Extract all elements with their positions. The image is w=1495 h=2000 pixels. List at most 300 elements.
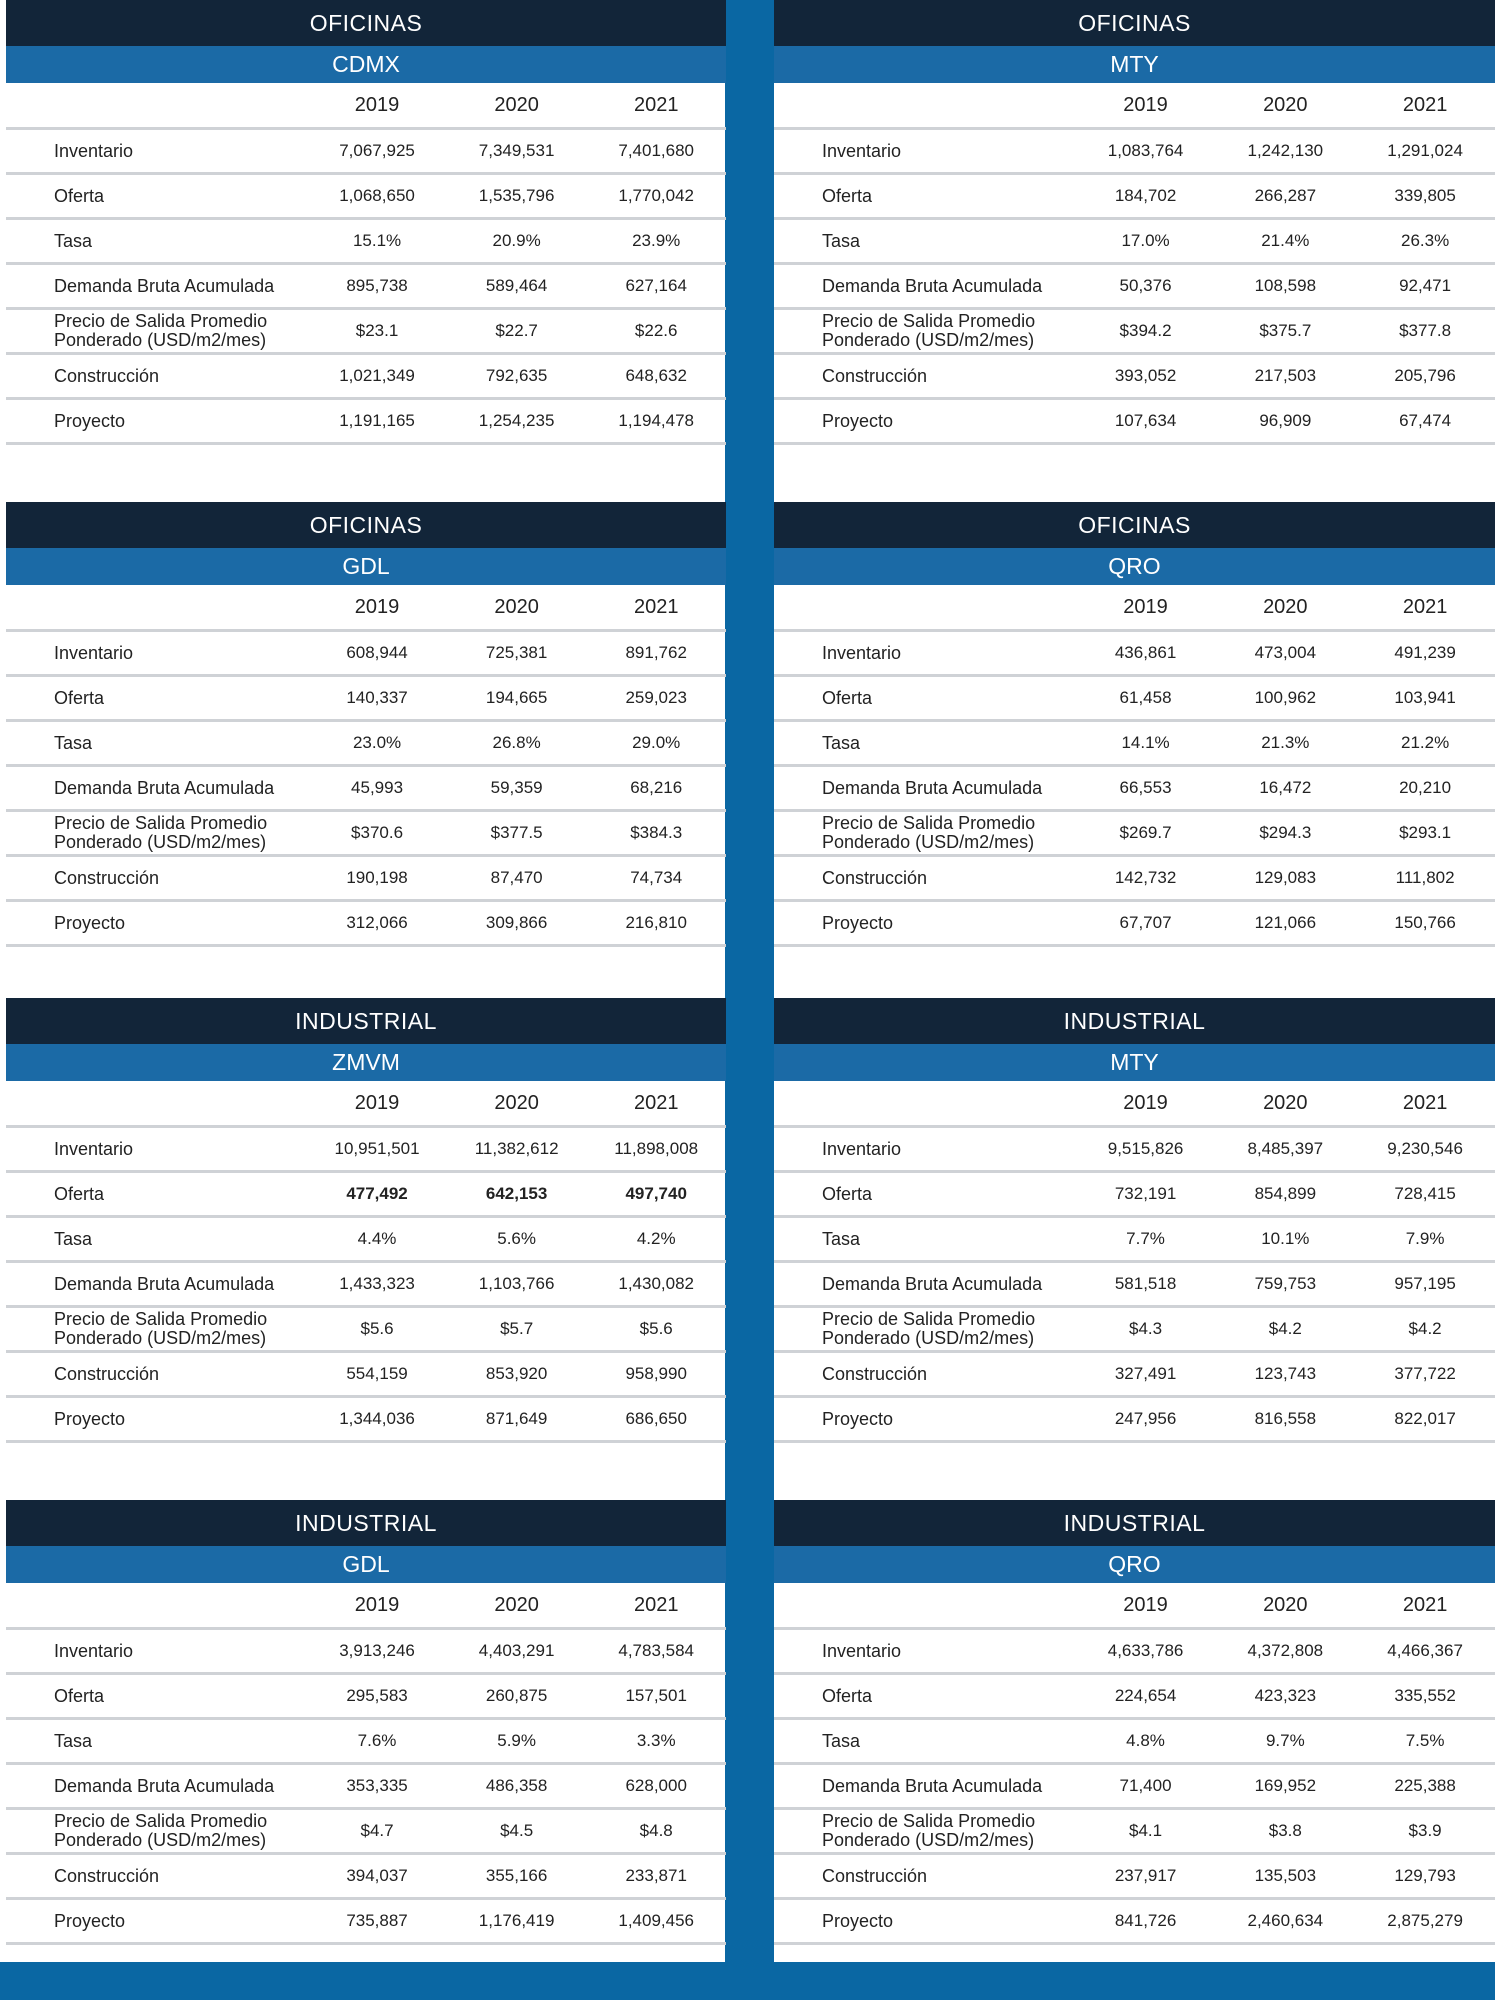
cell-2020: 10.1%	[1215, 1217, 1355, 1262]
cell-2021: 29.0%	[586, 721, 726, 766]
row-tasa	[6, 1217, 726, 1262]
cell-2020: 100,962	[1215, 676, 1355, 721]
cell-2021: 1,430,082	[586, 1262, 726, 1307]
row-construccion	[6, 1352, 726, 1397]
cell-2020: 854,899	[1215, 1172, 1355, 1217]
row-label: Construcción	[774, 1854, 1076, 1899]
cell-2020: $377.5	[447, 811, 587, 856]
cell-2021: 648,632	[586, 354, 726, 399]
cell-2021: 627,164	[586, 264, 726, 309]
header-blank	[6, 1583, 307, 1629]
row-label: Demanda Bruta Acumulada	[6, 766, 307, 811]
row-demanda	[774, 1764, 1495, 1809]
row-construccion	[774, 354, 1495, 399]
cell-2021: 216,810	[586, 901, 726, 946]
cell-2019: 66,553	[1076, 766, 1216, 811]
header-2020: 2020	[447, 1081, 587, 1127]
cell-2020: 8,485,397	[1215, 1127, 1355, 1172]
row-label-line2: Ponderado (USD/m2/mes)	[822, 832, 1035, 852]
cell-2020: $4.5	[447, 1809, 587, 1854]
cell-2021: $293.1	[1355, 811, 1495, 856]
row-label-line2: Ponderado (USD/m2/mes)	[822, 1328, 1035, 1348]
cell-2019: 393,052	[1076, 354, 1216, 399]
center-divider	[725, 0, 774, 2000]
row-label: Proyecto	[774, 1397, 1076, 1442]
cell-2021: 822,017	[1355, 1397, 1495, 1442]
cell-2019: 224,654	[1076, 1674, 1216, 1719]
row-oferta	[774, 1172, 1495, 1217]
cell-2019: 71,400	[1076, 1764, 1216, 1809]
cell-2020: 59,359	[447, 766, 587, 811]
row-label: Oferta	[774, 174, 1076, 219]
row-oferta	[6, 676, 726, 721]
cell-2019: 394,037	[307, 1854, 447, 1899]
market-panel-oficinas-mty	[774, 0, 1495, 445]
cell-2020: 792,635	[447, 354, 587, 399]
row-inventario	[6, 129, 726, 174]
header-blank	[774, 1081, 1076, 1127]
row-demanda	[6, 264, 726, 309]
cell-2021: 497,740	[586, 1172, 726, 1217]
header-row	[6, 585, 726, 631]
cell-2021: $4.8	[586, 1809, 726, 1854]
cell-2019: 554,159	[307, 1352, 447, 1397]
cell-2019: 1,433,323	[307, 1262, 447, 1307]
market-panel-industrial-mty	[774, 998, 1495, 1443]
market-table	[6, 1081, 726, 1443]
cell-2020: 135,503	[1215, 1854, 1355, 1899]
row-construccion	[774, 1352, 1495, 1397]
header-2019: 2019	[1076, 83, 1216, 129]
row-label: Construcción	[6, 1352, 307, 1397]
cell-2021: 233,871	[586, 1854, 726, 1899]
cell-2020: 1,535,796	[447, 174, 587, 219]
cell-2020: 21.4%	[1215, 219, 1355, 264]
row-label	[774, 811, 1076, 856]
cell-2020: 11,382,612	[447, 1127, 587, 1172]
cell-2020: 20.9%	[447, 219, 587, 264]
header-2021: 2021	[1355, 585, 1495, 631]
cell-2021: 9,230,546	[1355, 1127, 1495, 1172]
row-tasa	[6, 1719, 726, 1764]
cell-2019: 7.6%	[307, 1719, 447, 1764]
row-label: Inventario	[774, 631, 1076, 676]
header-blank	[6, 83, 307, 129]
row-label: Proyecto	[774, 1899, 1076, 1944]
cell-2020: 759,753	[1215, 1262, 1355, 1307]
footer-bar	[0, 1962, 1495, 2000]
panel-title: INDUSTRIAL	[774, 1500, 1495, 1546]
cell-2021: 21.2%	[1355, 721, 1495, 766]
row-label: Tasa	[6, 219, 307, 264]
cell-2020: $3.8	[1215, 1809, 1355, 1854]
cell-2021: 728,415	[1355, 1172, 1495, 1217]
cell-2021: 103,941	[1355, 676, 1495, 721]
panel-subtitle: MTY	[774, 46, 1495, 83]
cell-2019: 312,066	[307, 901, 447, 946]
cell-2019: 50,376	[1076, 264, 1216, 309]
header-2021: 2021	[1355, 1583, 1495, 1629]
cell-2021: 157,501	[586, 1674, 726, 1719]
row-demanda	[6, 1764, 726, 1809]
row-label: Inventario	[774, 1629, 1076, 1674]
cell-2021: 7,401,680	[586, 129, 726, 174]
cell-2021: 11,898,008	[586, 1127, 726, 1172]
row-construccion	[6, 856, 726, 901]
cell-2020: 423,323	[1215, 1674, 1355, 1719]
row-label: Demanda Bruta Acumulada	[774, 1262, 1076, 1307]
cell-2020: 21.3%	[1215, 721, 1355, 766]
row-construccion	[774, 856, 1495, 901]
cell-2019: $4.7	[307, 1809, 447, 1854]
cell-2019: 841,726	[1076, 1899, 1216, 1944]
cell-2021: 377,722	[1355, 1352, 1495, 1397]
row-oferta	[6, 1674, 726, 1719]
cell-2020: 217,503	[1215, 354, 1355, 399]
cell-2020: 9.7%	[1215, 1719, 1355, 1764]
cell-2020: 26.8%	[447, 721, 587, 766]
header-2021: 2021	[586, 83, 726, 129]
header-2020: 2020	[1215, 585, 1355, 631]
cell-2019: 7,067,925	[307, 129, 447, 174]
row-label: Inventario	[774, 1127, 1076, 1172]
cell-2019: 4.8%	[1076, 1719, 1216, 1764]
cell-2021: 26.3%	[1355, 219, 1495, 264]
cell-2021: 4,466,367	[1355, 1629, 1495, 1674]
cell-2019: 581,518	[1076, 1262, 1216, 1307]
cell-2021: 7.9%	[1355, 1217, 1495, 1262]
panel-title: OFICINAS	[6, 0, 726, 46]
row-oferta	[774, 174, 1495, 219]
panel-title: INDUSTRIAL	[774, 998, 1495, 1044]
header-2021: 2021	[1355, 83, 1495, 129]
cell-2020: 853,920	[447, 1352, 587, 1397]
cell-2021: $377.8	[1355, 309, 1495, 354]
row-tasa	[774, 1719, 1495, 1764]
cell-2020: 486,358	[447, 1764, 587, 1809]
cell-2021: 1,194,478	[586, 399, 726, 444]
cell-2019: 7.7%	[1076, 1217, 1216, 1262]
cell-2019: 107,634	[1076, 399, 1216, 444]
cell-2019: 45,993	[307, 766, 447, 811]
row-tasa	[6, 219, 726, 264]
row-demanda	[6, 766, 726, 811]
cell-2021: $384.3	[586, 811, 726, 856]
row-label: Oferta	[774, 1674, 1076, 1719]
row-precio	[6, 1809, 726, 1854]
row-label-line2: Ponderado (USD/m2/mes)	[54, 1328, 267, 1348]
row-label	[6, 1307, 307, 1352]
header-2020: 2020	[447, 1583, 587, 1629]
row-label: Tasa	[6, 721, 307, 766]
header-2020: 2020	[447, 83, 587, 129]
row-demanda	[6, 1262, 726, 1307]
cell-2020: 1,176,419	[447, 1899, 587, 1944]
row-label: Construcción	[774, 1352, 1076, 1397]
panel-subtitle: CDMX	[6, 46, 726, 83]
cell-2020: 266,287	[1215, 174, 1355, 219]
market-panel-oficinas-cdmx	[6, 0, 726, 445]
row-label-line1: Precio de Salida Promedio	[54, 1811, 268, 1831]
cell-2019: 295,583	[307, 1674, 447, 1719]
row-label-line1: Precio de Salida Promedio	[822, 311, 1036, 331]
cell-2020: 123,743	[1215, 1352, 1355, 1397]
row-label: Tasa	[6, 1719, 307, 1764]
cell-2021: 2,875,279	[1355, 1899, 1495, 1944]
cell-2021: 111,802	[1355, 856, 1495, 901]
cell-2021: 23.9%	[586, 219, 726, 264]
row-label: Construcción	[774, 856, 1076, 901]
panel-title: INDUSTRIAL	[6, 998, 726, 1044]
cell-2021: 957,195	[1355, 1262, 1495, 1307]
market-table	[774, 585, 1495, 947]
row-inventario	[774, 1629, 1495, 1674]
header-2019: 2019	[1076, 585, 1216, 631]
cell-2019: $269.7	[1076, 811, 1216, 856]
row-demanda	[774, 264, 1495, 309]
market-panel-industrial-zmvm	[6, 998, 726, 1443]
row-label: Oferta	[6, 174, 307, 219]
row-oferta	[6, 1172, 726, 1217]
row-proyecto	[774, 1397, 1495, 1442]
market-table	[774, 1081, 1495, 1443]
header-blank	[6, 585, 307, 631]
cell-2021: 4,783,584	[586, 1629, 726, 1674]
cell-2019: 247,956	[1076, 1397, 1216, 1442]
cell-2019: 1,344,036	[307, 1397, 447, 1442]
cell-2021: 74,734	[586, 856, 726, 901]
row-label: Tasa	[774, 1217, 1076, 1262]
row-inventario	[6, 1127, 726, 1172]
row-label: Construcción	[774, 354, 1076, 399]
cell-2019: 1,083,764	[1076, 129, 1216, 174]
row-label: Oferta	[6, 1172, 307, 1217]
cell-2019: 735,887	[307, 1899, 447, 1944]
row-proyecto	[774, 901, 1495, 946]
cell-2019: 4.4%	[307, 1217, 447, 1262]
row-label-line2: Ponderado (USD/m2/mes)	[54, 832, 267, 852]
row-label	[774, 309, 1076, 354]
row-precio	[774, 309, 1495, 354]
cell-2021: 339,805	[1355, 174, 1495, 219]
cell-2019: $4.3	[1076, 1307, 1216, 1352]
row-label: Proyecto	[6, 1397, 307, 1442]
header-row	[6, 1081, 726, 1127]
cell-2019: $370.6	[307, 811, 447, 856]
cell-2019: 477,492	[307, 1172, 447, 1217]
row-tasa	[6, 721, 726, 766]
row-label: Demanda Bruta Acumulada	[774, 766, 1076, 811]
cell-2020: 355,166	[447, 1854, 587, 1899]
cell-2019: 61,458	[1076, 676, 1216, 721]
cell-2020: $22.7	[447, 309, 587, 354]
panel-title: OFICINAS	[6, 502, 726, 548]
header-2021: 2021	[1355, 1081, 1495, 1127]
row-construccion	[774, 1854, 1495, 1899]
cell-2020: 96,909	[1215, 399, 1355, 444]
cell-2020: 7,349,531	[447, 129, 587, 174]
row-label: Tasa	[774, 219, 1076, 264]
header-2020: 2020	[1215, 1081, 1355, 1127]
cell-2020: 309,866	[447, 901, 587, 946]
header-2019: 2019	[1076, 1081, 1216, 1127]
row-inventario	[774, 631, 1495, 676]
row-proyecto	[6, 399, 726, 444]
cell-2019: 353,335	[307, 1764, 447, 1809]
cell-2021: 129,793	[1355, 1854, 1495, 1899]
row-oferta	[6, 174, 726, 219]
row-precio	[774, 1809, 1495, 1854]
cell-2019: 327,491	[1076, 1352, 1216, 1397]
cell-2019: 3,913,246	[307, 1629, 447, 1674]
cell-2021: 891,762	[586, 631, 726, 676]
row-label: Construcción	[6, 1854, 307, 1899]
cell-2021: 1,291,024	[1355, 129, 1495, 174]
row-label	[6, 309, 307, 354]
row-tasa	[774, 219, 1495, 264]
cell-2021: 686,650	[586, 1397, 726, 1442]
row-label: Proyecto	[6, 901, 307, 946]
row-label: Construcción	[6, 856, 307, 901]
row-inventario	[6, 631, 726, 676]
row-label: Inventario	[774, 129, 1076, 174]
row-label: Demanda Bruta Acumulada	[6, 1764, 307, 1809]
cell-2019: $23.1	[307, 309, 447, 354]
market-panel-industrial-gdl	[6, 1500, 726, 1945]
row-proyecto	[6, 1397, 726, 1442]
row-inventario	[774, 129, 1495, 174]
cell-2020: 16,472	[1215, 766, 1355, 811]
cell-2019: 23.0%	[307, 721, 447, 766]
market-panel-oficinas-qro	[774, 502, 1495, 947]
cell-2019: 895,738	[307, 264, 447, 309]
header-blank	[774, 83, 1076, 129]
row-label-line2: Ponderado (USD/m2/mes)	[822, 330, 1035, 350]
panel-subtitle: GDL	[6, 548, 726, 585]
header-2021: 2021	[586, 1583, 726, 1629]
panel-title: OFICINAS	[774, 502, 1495, 548]
row-oferta	[774, 1674, 1495, 1719]
header-blank	[774, 585, 1076, 631]
row-label: Proyecto	[774, 399, 1076, 444]
cell-2020: 5.9%	[447, 1719, 587, 1764]
cell-2021: 1,770,042	[586, 174, 726, 219]
row-label: Oferta	[774, 676, 1076, 721]
header-2021: 2021	[586, 1081, 726, 1127]
cell-2019: $394.2	[1076, 309, 1216, 354]
cell-2020: 1,254,235	[447, 399, 587, 444]
panel-subtitle: QRO	[774, 1546, 1495, 1583]
cell-2019: 140,337	[307, 676, 447, 721]
header-row	[774, 585, 1495, 631]
row-demanda	[774, 1262, 1495, 1307]
row-label-line1: Precio de Salida Promedio	[822, 1309, 1036, 1329]
row-label-line1: Precio de Salida Promedio	[822, 1811, 1036, 1831]
cell-2019: 1,191,165	[307, 399, 447, 444]
cell-2020: 260,875	[447, 1674, 587, 1719]
cell-2020: 473,004	[1215, 631, 1355, 676]
row-label: Demanda Bruta Acumulada	[6, 1262, 307, 1307]
cell-2020: 816,558	[1215, 1397, 1355, 1442]
cell-2019: $4.1	[1076, 1809, 1216, 1854]
header-blank	[6, 1081, 307, 1127]
header-2020: 2020	[1215, 83, 1355, 129]
row-label	[6, 1809, 307, 1854]
header-2019: 2019	[307, 585, 447, 631]
cell-2019: 732,191	[1076, 1172, 1216, 1217]
cell-2020: 87,470	[447, 856, 587, 901]
cell-2019: $5.6	[307, 1307, 447, 1352]
panel-subtitle: QRO	[774, 548, 1495, 585]
cell-2020: 642,153	[447, 1172, 587, 1217]
cell-2021: 3.3%	[586, 1719, 726, 1764]
cell-2021: 335,552	[1355, 1674, 1495, 1719]
market-table	[6, 585, 726, 947]
cell-2020: 108,598	[1215, 264, 1355, 309]
cell-2020: $5.7	[447, 1307, 587, 1352]
cell-2020: 121,066	[1215, 901, 1355, 946]
cell-2019: 1,068,650	[307, 174, 447, 219]
row-proyecto	[774, 399, 1495, 444]
panel-subtitle: GDL	[6, 1546, 726, 1583]
row-label: Inventario	[6, 1127, 307, 1172]
row-label: Inventario	[6, 631, 307, 676]
cell-2021: $3.9	[1355, 1809, 1495, 1854]
cell-2020: 4,372,808	[1215, 1629, 1355, 1674]
row-label: Demanda Bruta Acumulada	[774, 264, 1076, 309]
row-precio	[6, 811, 726, 856]
market-table	[774, 1583, 1495, 1945]
row-inventario	[6, 1629, 726, 1674]
cell-2019: 190,198	[307, 856, 447, 901]
cell-2020: 194,665	[447, 676, 587, 721]
row-label: Proyecto	[6, 1899, 307, 1944]
row-label	[774, 1809, 1076, 1854]
panel-title: OFICINAS	[774, 0, 1495, 46]
row-label: Tasa	[774, 721, 1076, 766]
cell-2021: 7.5%	[1355, 1719, 1495, 1764]
header-row	[6, 1583, 726, 1629]
row-label: Proyecto	[774, 901, 1076, 946]
header-2019: 2019	[307, 1583, 447, 1629]
row-construccion	[6, 354, 726, 399]
row-precio	[774, 811, 1495, 856]
cell-2020: 871,649	[447, 1397, 587, 1442]
market-table	[774, 83, 1495, 445]
row-label: Oferta	[6, 1674, 307, 1719]
cell-2021: $5.6	[586, 1307, 726, 1352]
cell-2021: 225,388	[1355, 1764, 1495, 1809]
header-2019: 2019	[1076, 1583, 1216, 1629]
row-label-line1: Precio de Salida Promedio	[54, 1309, 268, 1329]
cell-2020: 589,464	[447, 264, 587, 309]
cell-2019: 4,633,786	[1076, 1629, 1216, 1674]
cell-2021: 92,471	[1355, 264, 1495, 309]
header-2021: 2021	[586, 585, 726, 631]
header-row	[774, 83, 1495, 129]
cell-2020: 129,083	[1215, 856, 1355, 901]
header-2019: 2019	[307, 1081, 447, 1127]
cell-2019: 184,702	[1076, 174, 1216, 219]
header-2019: 2019	[307, 83, 447, 129]
cell-2019: 237,917	[1076, 1854, 1216, 1899]
cell-2020: 1,242,130	[1215, 129, 1355, 174]
header-blank	[774, 1583, 1076, 1629]
row-proyecto	[6, 1899, 726, 1944]
cell-2020: 169,952	[1215, 1764, 1355, 1809]
panel-title: INDUSTRIAL	[6, 1500, 726, 1546]
row-label: Tasa	[6, 1217, 307, 1262]
